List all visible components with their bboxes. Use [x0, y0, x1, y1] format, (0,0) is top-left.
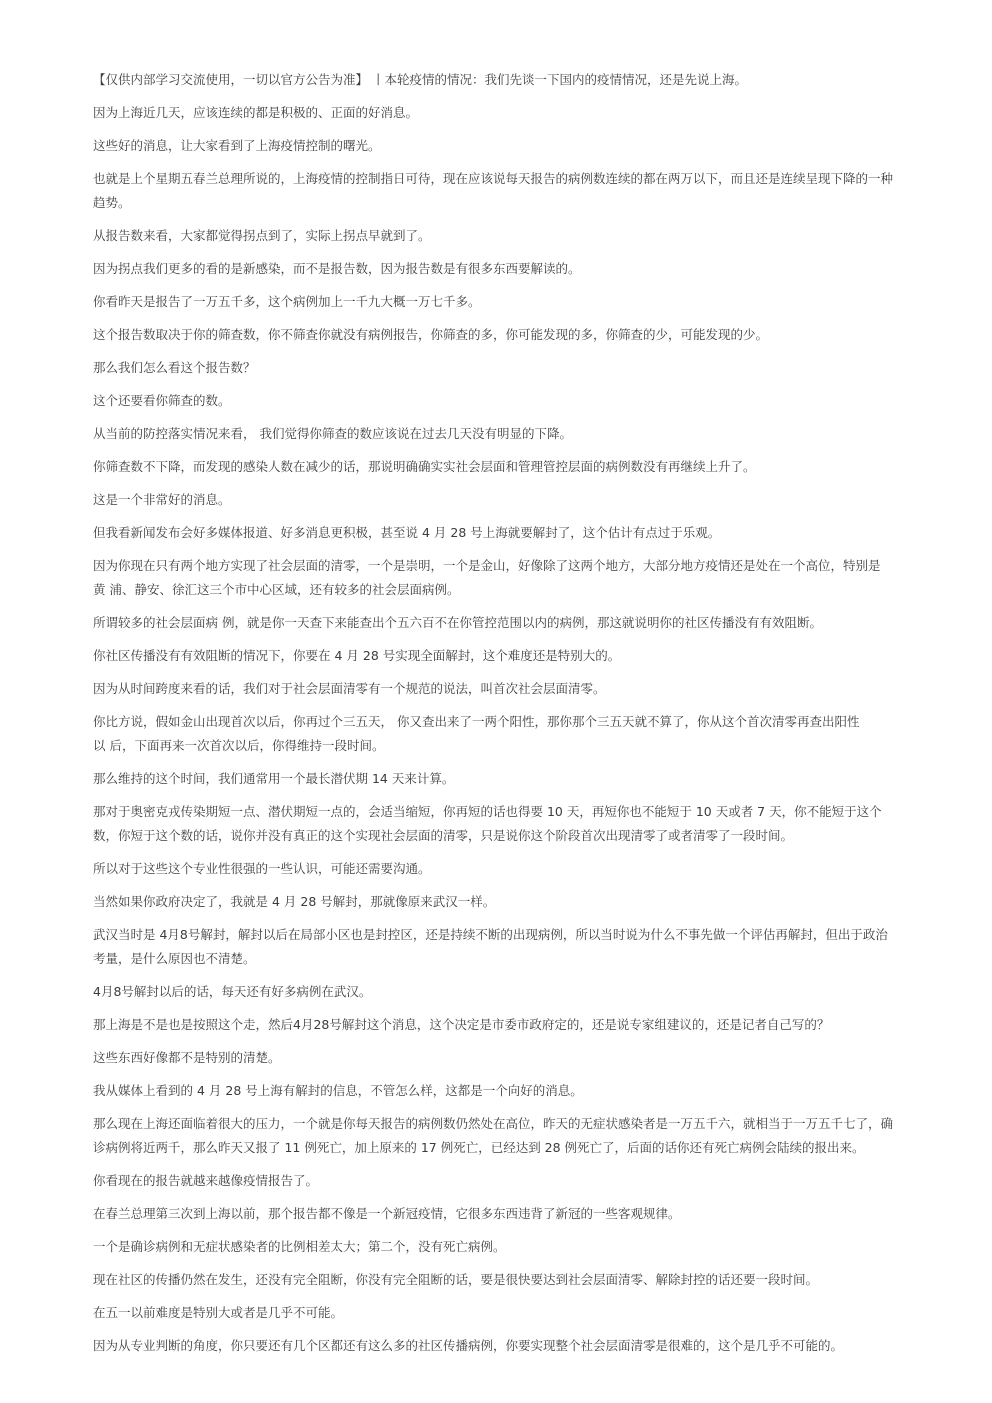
paragraph-line: 现在社区的传播仍然在发生，还没有完全阻断，你没有完全阻断的话，要是很快要达到社会层面清零、解除封控的话还要一段时间。 — [93, 1272, 819, 1287]
paragraph-line: 武汉当时是 4月8号解封，解封以后在局部小区也是封控区，还是持续不断的出现病例，所以当时说为什么不事先做一个评估再解封，但出于政治 — [93, 927, 888, 942]
paragraph-line: 你看昨天是报告了一万五千多，这个病例加上一千九大概一万七千多。 — [93, 294, 481, 309]
paragraph — [93, 1301, 953, 1325]
paragraph — [93, 767, 953, 791]
paragraph-line: 那么维持的这个时间，我们通常用一个最长潜伏期 14 天来计算。 — [93, 771, 455, 786]
paragraph-line: 那上海是不是也是按照这个走，然后4月28号解封这个消息，这个决定是市委市政府定的，还是说专家组建议的，还是记者自己写的？ — [93, 1017, 830, 1032]
paragraph — [93, 611, 953, 635]
paragraph-line: 诊病例将近两千，那么昨天又报了 11 例死亡，加上原来的 17 例死亡，已经达到 28 例死亡了，后面的话你还有死亡病例会陆续的报出来。 — [93, 1140, 865, 1155]
paragraph — [93, 1046, 953, 1070]
paragraph-line: 因为你现在只有两个地方实现了社会层面的清零，一个是崇明，一个是金山，好像除了这两个地方，大部分地方疫情还是处在一个高位，特别是 — [93, 558, 881, 573]
document-page — [93, 68, 953, 1367]
paragraph — [93, 356, 953, 380]
paragraph — [93, 134, 953, 158]
paragraph-line: 在春兰总理第三次到上海以前，那个报告都不像是一个新冠疫情，它很多东西违背了新冠的一些客观规律。 — [93, 1206, 681, 1221]
paragraph-line: 黄 浦、静安、徐汇这三个市中心区域，还有较多的社会层面病例。 — [93, 582, 460, 597]
paragraph — [93, 1202, 953, 1226]
paragraph-line: 这个还要看你筛查的数。 — [93, 393, 231, 408]
paragraph-line: 一个是确诊病例和无症状感染者的比例相差太大；第二个，没有死亡病例。 — [93, 1239, 506, 1254]
paragraph-line: 从当前的防控落实情况来看， 我们觉得你筛查的数应该说在过去几天没有明显的下降。 — [93, 426, 572, 441]
paragraph — [93, 1334, 953, 1358]
paragraph — [93, 677, 953, 701]
paragraph-line: 考量，是什么原因也不清楚。 — [93, 951, 256, 966]
paragraph — [93, 521, 953, 545]
paragraph-line: 所谓较多的社会层面病 例，就是你一天查下来能查出个五六百不在你管控范围以内的病例，那这就说明你的社区传播没有有效阻断。 — [93, 615, 822, 630]
paragraph-line: 你看现在的报告就越来越像疫情报告了。 — [93, 1173, 319, 1188]
paragraph-line: 你比方说，假如金山出现首次以后，你再过个三五天， 你又查出来了一两个阳性，那你那个三五天就不算了，你从这个首次清零再查出阳性 — [93, 714, 860, 729]
paragraph — [93, 1013, 953, 1037]
paragraph-line: 在五一以前难度是特别大或者是几乎不可能。 — [93, 1305, 344, 1320]
paragraph-line: 4月8号解封以后的话，每天还有好多病例在武汉。 — [93, 984, 372, 999]
paragraph — [93, 644, 953, 668]
paragraph-line: 也就是上个星期五春兰总理所说的，上海疫情的控制指日可待，现在应该说每天报告的病例数连续的都在两万以下，而且还是连续呈现下降的一种 — [93, 171, 894, 186]
paragraph-line: 这是一个非常好的消息。 — [93, 492, 231, 507]
paragraph-line: 你社区传播没有有效阻断的情况下，你要在 4 月 28 号实现全面解封，这个难度还是特别大的。 — [93, 648, 621, 663]
paragraph-line: 这些好的消息，让大家看到了上海疫情控制的曙光。 — [93, 138, 381, 153]
paragraph — [93, 389, 953, 413]
paragraph — [93, 1112, 953, 1160]
paragraph — [93, 800, 953, 848]
paragraph — [93, 554, 953, 602]
paragraph — [93, 323, 953, 347]
paragraph — [93, 68, 953, 92]
paragraph — [93, 167, 953, 215]
paragraph-line: 这些东西好像都不是特别的清楚。 — [93, 1050, 281, 1065]
paragraph-line: 但我看新闻发布会好多媒体报道、好多消息更积极，甚至说 4 月 28 号上海就要解封了，这个估计有点过于乐观。 — [93, 525, 721, 540]
paragraph-line: 那么我们怎么看这个报告数？ — [93, 360, 256, 375]
paragraph — [93, 923, 953, 971]
paragraph — [93, 224, 953, 248]
paragraph — [93, 710, 953, 758]
paragraph — [93, 980, 953, 1004]
paragraph — [93, 422, 953, 446]
paragraph-line: 你筛查数不下降，而发现的感染人数在减少的话，那说明确确实实社会层面和管理管控层面的病例数没有再继续上升了。 — [93, 459, 756, 474]
paragraph-line: 因为拐点我们更多的看的是新感染，而不是报告数，因为报告数是有很多东西要解读的。 — [93, 261, 581, 276]
paragraph — [93, 101, 953, 125]
paragraph — [93, 1235, 953, 1259]
paragraph-line: 那对于奥密克戎传染期短一点、潜伏期短一点的，会适当缩短，你再短的话也得要 10 天，再短你也不能短于 10 天或者 7 天，你不能短于这个 — [93, 804, 882, 819]
paragraph — [93, 257, 953, 281]
paragraph-line: 从报告数来看，大家都觉得拐点到了，实际上拐点早就到了。 — [93, 228, 431, 243]
paragraph-line: 以 后，下面再来一次首次以后，你得维持一段时间。 — [93, 738, 385, 753]
paragraph-line: 因为从专业判断的角度，你只要还有几个区都还有这么多的社区传播病例，你要实现整个社会层面清零是很难的，这个是几乎不可能的。 — [93, 1338, 844, 1353]
paragraph-line: 【仅供内部学习交流使用，一切以官方公告为准】 丨本轮疫情的情况：我们先谈一下国内的疫情情况，还是先说上海。 — [93, 72, 747, 87]
paragraph-line: 因为从时间跨度来看的话，我们对于社会层面清零有一个规范的说法，叫首次社会层面清零。 — [93, 681, 606, 696]
paragraph-line: 这个报告数取决于你的筛查数，你不筛查你就没有病例报告，你筛查的多，你可能发现的多，你筛查的少，可能发现的少。 — [93, 327, 769, 342]
paragraph — [93, 1268, 953, 1292]
paragraph — [93, 455, 953, 479]
paragraph-line: 所以对于这些这个专业性很强的一些认识，可能还需要沟通。 — [93, 861, 431, 876]
paragraph — [93, 488, 953, 512]
paragraph-line: 趋势。 — [93, 195, 131, 210]
paragraph-line: 数，你短于这个数的话，说你并没有真正的这个实现社会层面的清零，只是说你这个阶段首次出现清零了或者清零了一段时间。 — [93, 828, 794, 843]
paragraph — [93, 1079, 953, 1103]
paragraph-line: 因为上海近几天，应该连续的都是积极的、正面的好消息。 — [93, 105, 419, 120]
paragraph — [93, 857, 953, 881]
paragraph-line: 那么现在上海还面临着很大的压力，一个就是你每天报告的病例数仍然处在高位，昨天的无症状感染者是一万五千六，就相当于一万五千七了，确 — [93, 1116, 894, 1131]
paragraph — [93, 290, 953, 314]
paragraph — [93, 1169, 953, 1193]
paragraph — [93, 890, 953, 914]
paragraph-line: 我从媒体上看到的 4 月 28 号上海有解封的信息，不管怎么样，这都是一个向好的消息。 — [93, 1083, 583, 1098]
paragraph-line: 当然如果你政府决定了，我就是 4 月 28 号解封，那就像原来武汉一样。 — [93, 894, 496, 909]
